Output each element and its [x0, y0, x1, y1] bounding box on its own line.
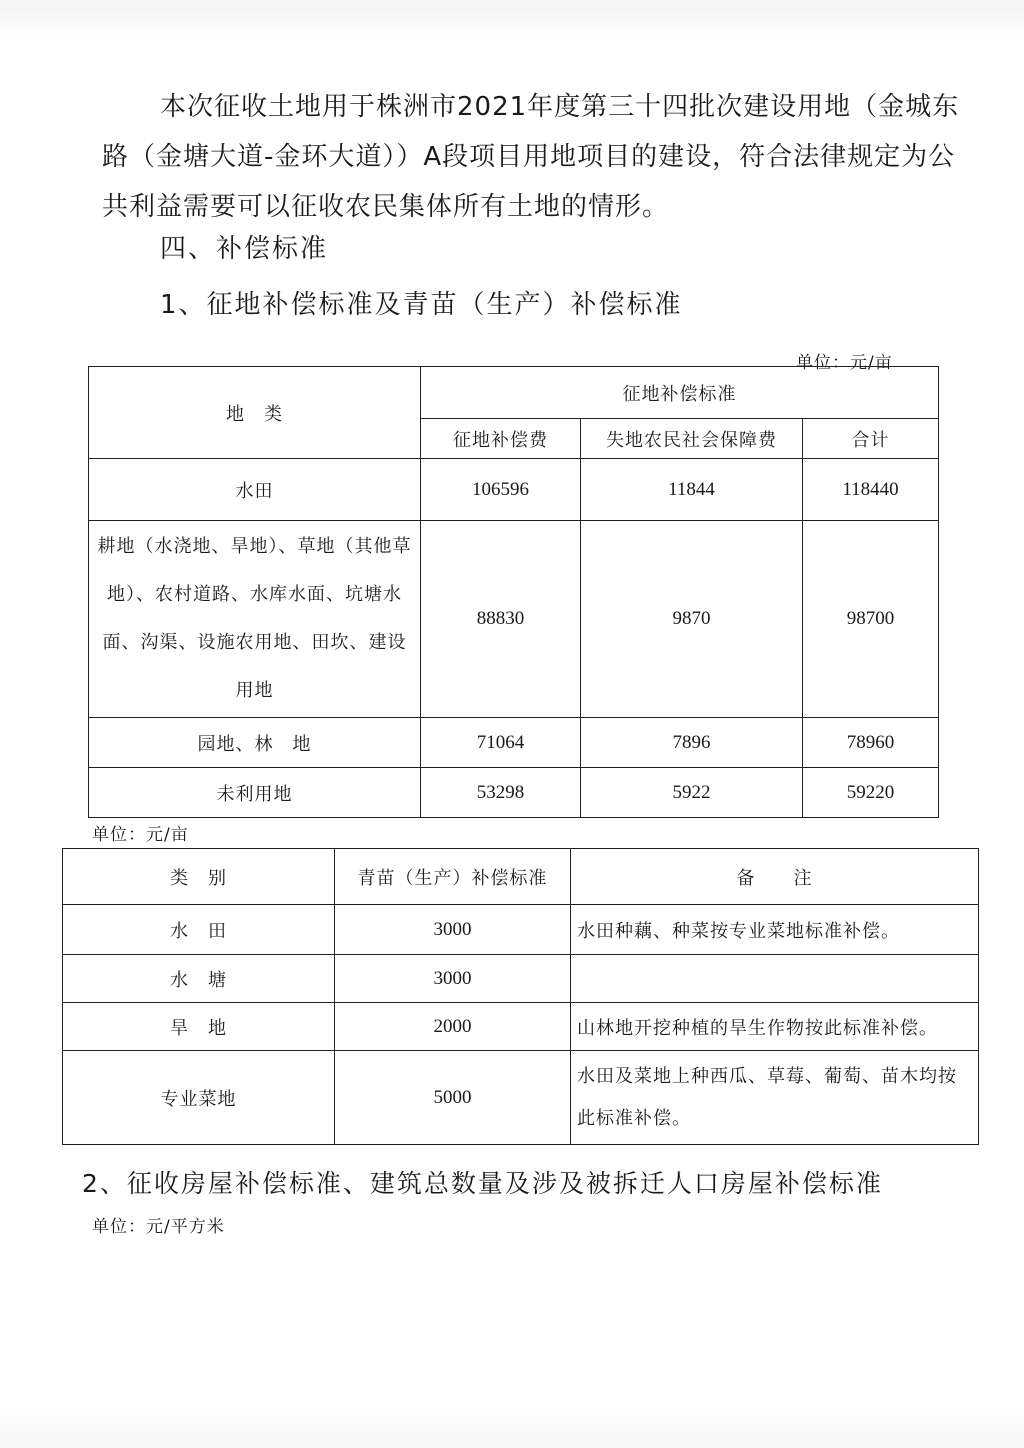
cell-category: 水 田	[63, 905, 335, 955]
crop-compensation-table	[62, 848, 979, 1145]
sub1-heading: 1、征地补偿标准及青苗（生产）补偿标准	[160, 290, 683, 320]
header-fee: 征地补偿费	[421, 419, 581, 459]
cell-total: 59220	[803, 768, 939, 818]
cell-social: 7896	[581, 718, 803, 768]
cell-social: 9870	[581, 521, 803, 718]
sub2-heading: 2、征收房屋补偿标准、建筑总数量及涉及被拆迁人口房屋补偿标准	[82, 1169, 883, 1198]
cell-category: 旱 地	[63, 1003, 335, 1051]
header-note: 备 注	[571, 849, 979, 905]
cell-category: 专业菜地	[63, 1051, 335, 1145]
cell-total: 78960	[803, 718, 939, 768]
cell-note	[571, 955, 979, 1003]
cell-note: 山林地开挖种植的旱生作物按此标准补偿。	[571, 1003, 979, 1051]
table-row	[63, 905, 979, 955]
table-row	[89, 521, 939, 718]
cell-fee: 53298	[421, 768, 581, 818]
cell-note: 水田及菜地上种西瓜、草莓、葡萄、苗木均按此标准补偿。	[571, 1051, 979, 1145]
intro-paragraph	[102, 82, 982, 232]
cell-land-type: 耕地（水浇地、旱地）、草地（其他草地）、农村道路、水库水面、坑塘水面、沟渠、设施农用地、田坎、建设用地	[89, 521, 421, 718]
header-category: 类 别	[63, 849, 335, 905]
cell-social: 5922	[581, 768, 803, 818]
table-row	[89, 768, 939, 818]
cell-note: 水田种藕、种菜按专业菜地标准补偿。	[571, 905, 979, 955]
cell-total: 118440	[803, 459, 939, 521]
cell-standard: 5000	[335, 1051, 571, 1145]
cell-category: 水 塘	[63, 955, 335, 1003]
cell-land-type: 园地、林 地	[89, 718, 421, 768]
cell-standard: 3000	[335, 905, 571, 955]
table1-unit: 单位：元/亩	[796, 353, 893, 373]
section4-heading: 四、补偿标准	[160, 234, 329, 264]
table-row	[63, 1003, 979, 1051]
cell-fee: 106596	[421, 459, 581, 521]
cell-total: 98700	[803, 521, 939, 718]
table-row	[89, 459, 939, 521]
cell-land-type: 未利用地	[89, 768, 421, 818]
header-social-security: 失地农民社会保障费	[581, 419, 803, 459]
cell-standard: 2000	[335, 1003, 571, 1051]
land-compensation-table	[88, 366, 939, 818]
header-compensation-standard: 征地补偿标准	[421, 367, 939, 419]
table-row	[63, 1051, 979, 1145]
header-land-type: 地 类	[89, 367, 421, 459]
cell-standard: 3000	[335, 955, 571, 1003]
header-total: 合计	[803, 419, 939, 459]
cell-fee: 71064	[421, 718, 581, 768]
table2-unit: 单位：元/亩	[92, 825, 189, 845]
cell-fee: 88830	[421, 521, 581, 718]
cell-land-type: 水田	[89, 459, 421, 521]
table-row	[89, 718, 939, 768]
header-crop-standard: 青苗（生产）补偿标准	[335, 849, 571, 905]
cell-social: 11844	[581, 459, 803, 521]
intro-paragraph-text: 本次征收土地用于株洲市2021年度第三十四批次建设用地（金城东路（金塘大道-金环大道））A段项目用地项目的建设，符合法律规定为公共利益需要可以征收农民集体所有土地的情形。	[102, 92, 960, 222]
table-row	[63, 955, 979, 1003]
house-unit: 单位：元/平方米	[92, 1217, 225, 1237]
